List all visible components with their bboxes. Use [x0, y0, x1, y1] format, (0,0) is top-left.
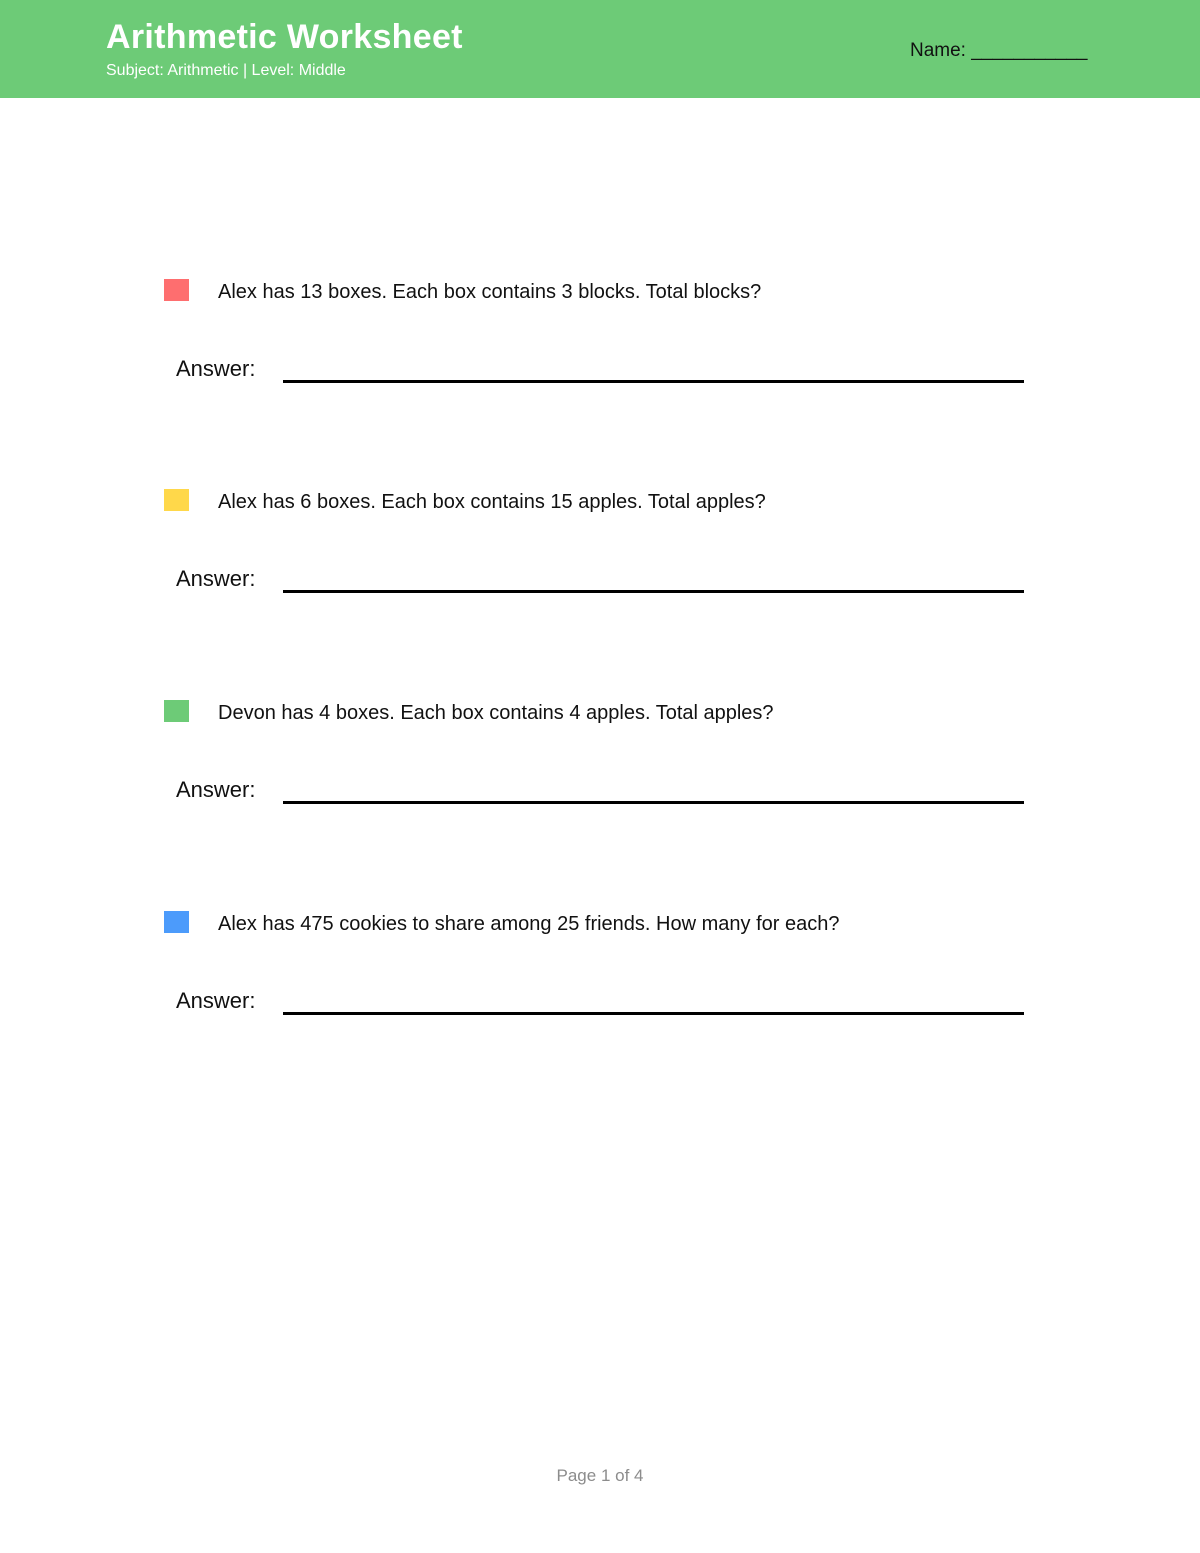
answer-line [283, 1012, 1024, 1015]
worksheet-subtitle: Subject: Arithmetic | Level: Middle [106, 62, 346, 79]
answer-label: Answer: [176, 566, 256, 591]
page-indicator: Page 1 of 4 [556, 1466, 644, 1485]
answer-line [283, 380, 1024, 383]
question-marker [164, 911, 189, 933]
name-field: Name: ___________ [910, 40, 1088, 61]
question-text: Devon has 4 boxes. Each box contains 4 apples. Total apples? [218, 702, 774, 724]
answer-label: Answer: [176, 356, 256, 381]
question-text: Alex has 6 boxes. Each box contains 15 apples. Total apples? [218, 491, 766, 513]
answer-label: Answer: [176, 777, 256, 802]
question-4 [0, 911, 1200, 1031]
answer-label: Answer: [176, 988, 256, 1013]
question-marker [164, 700, 189, 722]
question-text: Alex has 475 cookies to share among 25 friends. How many for each? [218, 913, 840, 935]
worksheet-header [0, 0, 1200, 98]
answer-line [283, 590, 1024, 593]
question-marker [164, 489, 189, 511]
worksheet-title: Arithmetic Worksheet [106, 18, 463, 56]
answer-line [283, 801, 1024, 804]
question-1 [0, 279, 1200, 399]
question-3 [0, 700, 1200, 820]
question-text: Alex has 13 boxes. Each box contains 3 blocks. Total blocks? [218, 281, 762, 303]
question-marker [164, 279, 189, 301]
question-2 [0, 489, 1200, 609]
